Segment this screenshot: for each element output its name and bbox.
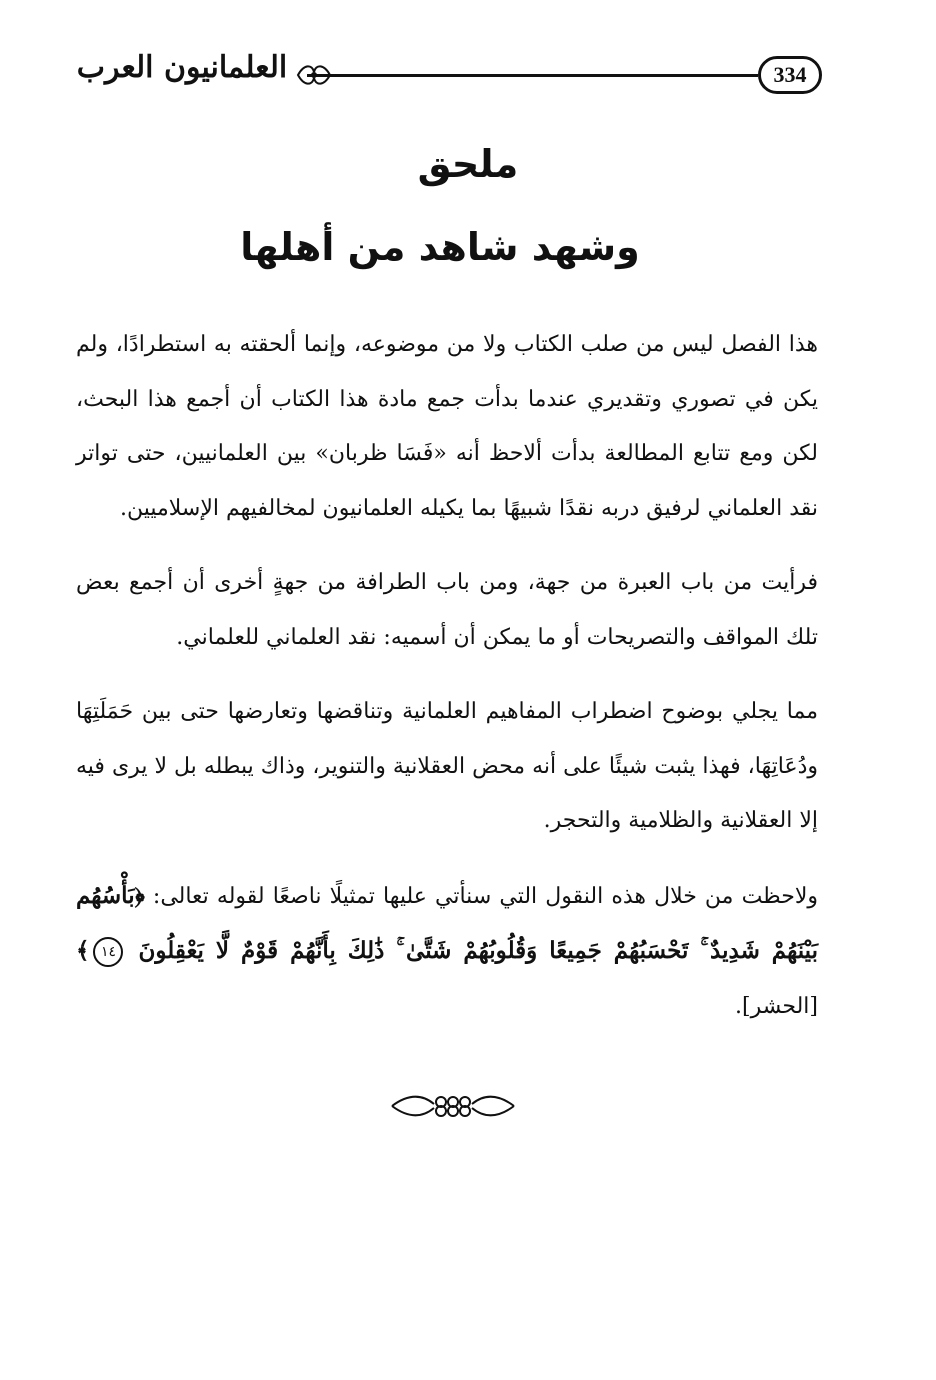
page-number: 334 [758,56,822,94]
quran-verse: ﴿بَأْسُهُم بَيْنَهُمْ شَدِيدٌ ۚ تَحْسَبُهُمْ جَمِيعًا وَقُلُوبُهُمْ شَتَّىٰ ۚ ذَٰلِكَ بِأَنَّهُمْ قَوْمٌ لَّا يَعْقِلُونَ [76,881,818,964]
verse-number: ١٤ [93,937,123,967]
header-rule [307,74,758,77]
paragraph-1: هذا الفصل ليس من صلب الكتاب ولا من موضوعه، وإنما ألحقته به استطرادًا، ولم يكن في تصوري وتقديري عندما بدأت جمع مادة هذا الكتاب أن أجمع هذا البحث، لكن ومع تتابع المطالعة بدأت ألاحظ أنه «فَسَا ظربان» بين العلمانيين، حتى تواتر نقد العلماني لرفيق دربه نقدًا شبيهًا بما يكيله العلمانيون لمخالفيهم الإسلاميين. [76,332,818,521]
running-title: العلمانيون العرب [76,50,288,85]
paragraph-4-intro: ولاحظت من خلال هذه النقول التي سنأتي عليها تمثيلًا ناصعًا لقوله تعالى: [152,883,818,909]
section-title: ملحق [417,142,519,186]
verse-citation: [الحشر]. [735,993,818,1019]
section-end-flourish-icon [388,1088,518,1124]
paragraph-2: فرأيت من باب العبرة من جهة، ومن باب الطرافة من جهةٍ أخرى أن أجمع بعض تلك المواقف والتصريحات أو ما يمكن أن أسميه: نقد العلماني للعلماني. [76,570,818,650]
verse-close-bracket: ﴾ [76,937,90,964]
section-subtitle: وشهد شاهد من أهلها [240,225,640,269]
paragraph-4 [76,869,818,1035]
page-header [62,50,822,108]
paragraph-3: مما يجلي بوضوح اضطراب المفاهيم العلمانية وتناقضها وتعارضها حتى بين حَمَلَتِهَا ودُعَاتِهَا، فهذا يثبت شيئًا على أنه محض العقلانية والتنوير، وذاك يبطله بل لا يرى فيه إلا العقلانية والظلامية والتحجر. [76,699,818,833]
body-text [76,318,818,1054]
